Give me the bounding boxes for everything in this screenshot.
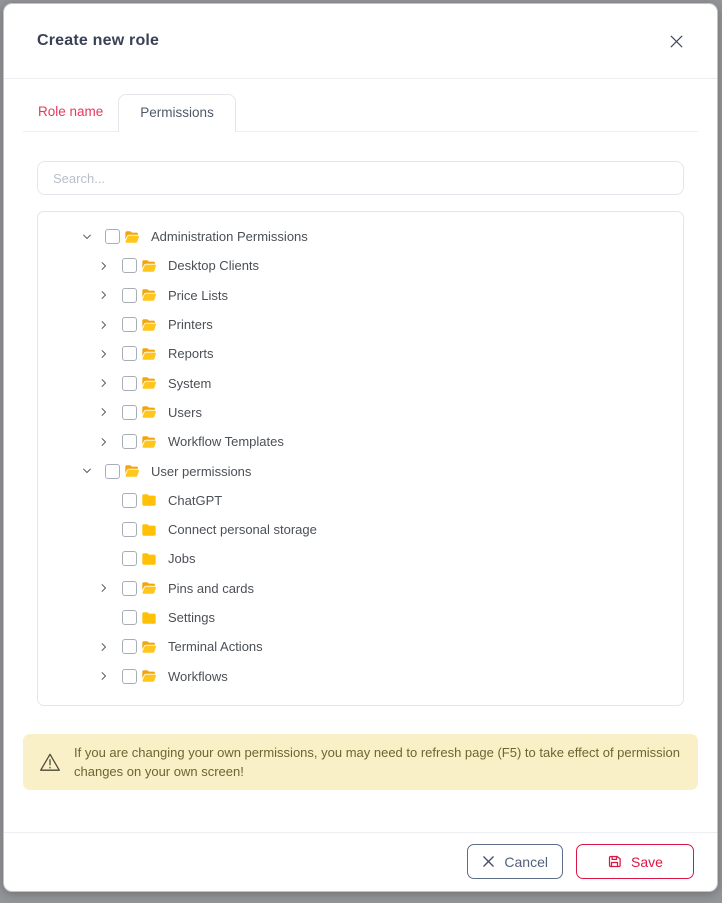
chevron-right-icon[interactable] (97, 435, 111, 449)
tree-row-system (38, 368, 683, 397)
close-icon (668, 33, 685, 50)
tree-item-label[interactable]: Pins and cards (168, 580, 254, 596)
chevron-down-icon[interactable] (80, 464, 94, 478)
checkbox[interactable] (122, 346, 137, 361)
checkbox[interactable] (122, 434, 137, 449)
checkbox[interactable] (122, 288, 137, 303)
tree-row-connect-personal-storage (38, 515, 683, 544)
tree-item-label[interactable]: Connect personal storage (168, 522, 317, 538)
cancel-label: Cancel (504, 853, 548, 870)
folder-open-icon (141, 581, 158, 596)
folder-open-icon (124, 464, 141, 479)
tree-row-desktop-clients (38, 251, 683, 280)
tree-item-label[interactable]: ChatGPT (168, 492, 223, 508)
chevron-right-icon[interactable] (97, 259, 111, 273)
chevron-right-icon[interactable] (97, 288, 111, 302)
checkbox[interactable] (122, 581, 137, 596)
tree-item-label[interactable]: Reports (168, 346, 214, 362)
create-role-modal (3, 3, 718, 892)
tree-item-label[interactable]: Workflows (168, 668, 228, 684)
checkbox[interactable] (122, 258, 137, 273)
tree-row-workflow-templates (38, 427, 683, 456)
tab-permissions[interactable]: Permissions (118, 94, 236, 132)
tab-role-name[interactable]: Role name (38, 104, 104, 119)
chevron-right-icon[interactable] (97, 347, 111, 361)
warning-banner (23, 734, 698, 790)
tree-item-label[interactable]: Jobs (168, 551, 196, 567)
tree-item-label[interactable]: Printers (168, 317, 213, 333)
chevron-right-icon[interactable] (97, 640, 111, 654)
save-button[interactable] (576, 844, 694, 879)
close-button[interactable] (664, 29, 689, 54)
checkbox[interactable] (105, 229, 120, 244)
permissions-tab-content (4, 132, 717, 706)
chevron-right-icon[interactable] (97, 669, 111, 683)
tree-row-settings (38, 603, 683, 632)
tree-item-label[interactable]: Administration Permissions (151, 229, 308, 245)
tree-item-label[interactable]: Price Lists (168, 287, 228, 303)
modal-title: Create new role (37, 32, 160, 49)
checkbox[interactable] (122, 493, 137, 508)
tree-row-terminal-actions (38, 632, 683, 661)
checkbox[interactable] (122, 610, 137, 625)
chevron-right-icon[interactable] (97, 581, 111, 595)
folder-open-icon (141, 346, 158, 361)
folder-open-icon (141, 639, 158, 654)
tree-row-price-lists (38, 281, 683, 310)
folder-closed-icon (141, 522, 158, 537)
chevron-right-icon[interactable] (97, 318, 111, 332)
cancel-button[interactable] (467, 844, 563, 879)
search-input[interactable] (37, 161, 684, 195)
folder-open-icon (124, 229, 141, 244)
chevron-icon (97, 493, 111, 507)
tree-row-jobs (38, 544, 683, 573)
tree-row-users (38, 398, 683, 427)
tabs-bar (23, 79, 698, 132)
tree-row-user-permissions (38, 456, 683, 485)
checkbox[interactable] (122, 669, 137, 684)
chevron-icon (97, 523, 111, 537)
tree-row-administration-permissions (38, 222, 683, 251)
chevron-right-icon[interactable] (97, 405, 111, 419)
tree-item-label[interactable]: System (168, 375, 212, 391)
folder-open-icon (141, 258, 158, 273)
warning-text: If you are changing your own permissions, you may need to refresh page (F5) to take effect of permission changes on your own screen! (74, 745, 681, 779)
modal-footer (4, 832, 717, 891)
folder-closed-icon (141, 493, 158, 508)
folder-closed-icon (141, 610, 158, 625)
checkbox[interactable] (122, 551, 137, 566)
chevron-down-icon[interactable] (80, 230, 94, 244)
checkbox[interactable] (105, 464, 120, 479)
tree-item-label[interactable]: Workflow Templates (168, 434, 284, 450)
checkbox[interactable] (122, 522, 137, 537)
folder-open-icon (141, 288, 158, 303)
tree-item-label[interactable]: Settings (168, 610, 215, 625)
tree-row-chatgpt (38, 486, 683, 515)
folder-closed-icon (141, 551, 158, 566)
save-label: Save (631, 853, 663, 870)
checkbox[interactable] (122, 639, 137, 654)
tree-item-label[interactable]: Users (168, 404, 202, 420)
chevron-icon (97, 552, 111, 566)
folder-open-icon (141, 405, 158, 420)
modal-header (4, 4, 717, 79)
tree-row-workflows (38, 661, 683, 690)
tree-item-label[interactable]: User permissions (151, 463, 252, 479)
tree-row-reports (38, 339, 683, 368)
chevron-icon (97, 611, 111, 625)
warning-triangle-icon (39, 752, 61, 772)
permissions-tree (37, 211, 684, 706)
chevron-right-icon[interactable] (97, 376, 111, 390)
checkbox[interactable] (122, 376, 137, 391)
floppy-disk-icon (607, 854, 622, 869)
tree-item-label[interactable]: Desktop Clients (168, 258, 260, 274)
folder-open-icon (141, 376, 158, 391)
folder-open-icon (141, 317, 158, 332)
tree-item-label[interactable]: Terminal Actions (168, 639, 263, 655)
folder-open-icon (141, 669, 158, 684)
tree-row-pins-and-cards (38, 574, 683, 603)
tree-row-printers (38, 310, 683, 339)
folder-open-icon (141, 434, 158, 449)
checkbox[interactable] (122, 317, 137, 332)
checkbox[interactable] (122, 405, 137, 420)
cancel-x-icon (482, 855, 495, 868)
